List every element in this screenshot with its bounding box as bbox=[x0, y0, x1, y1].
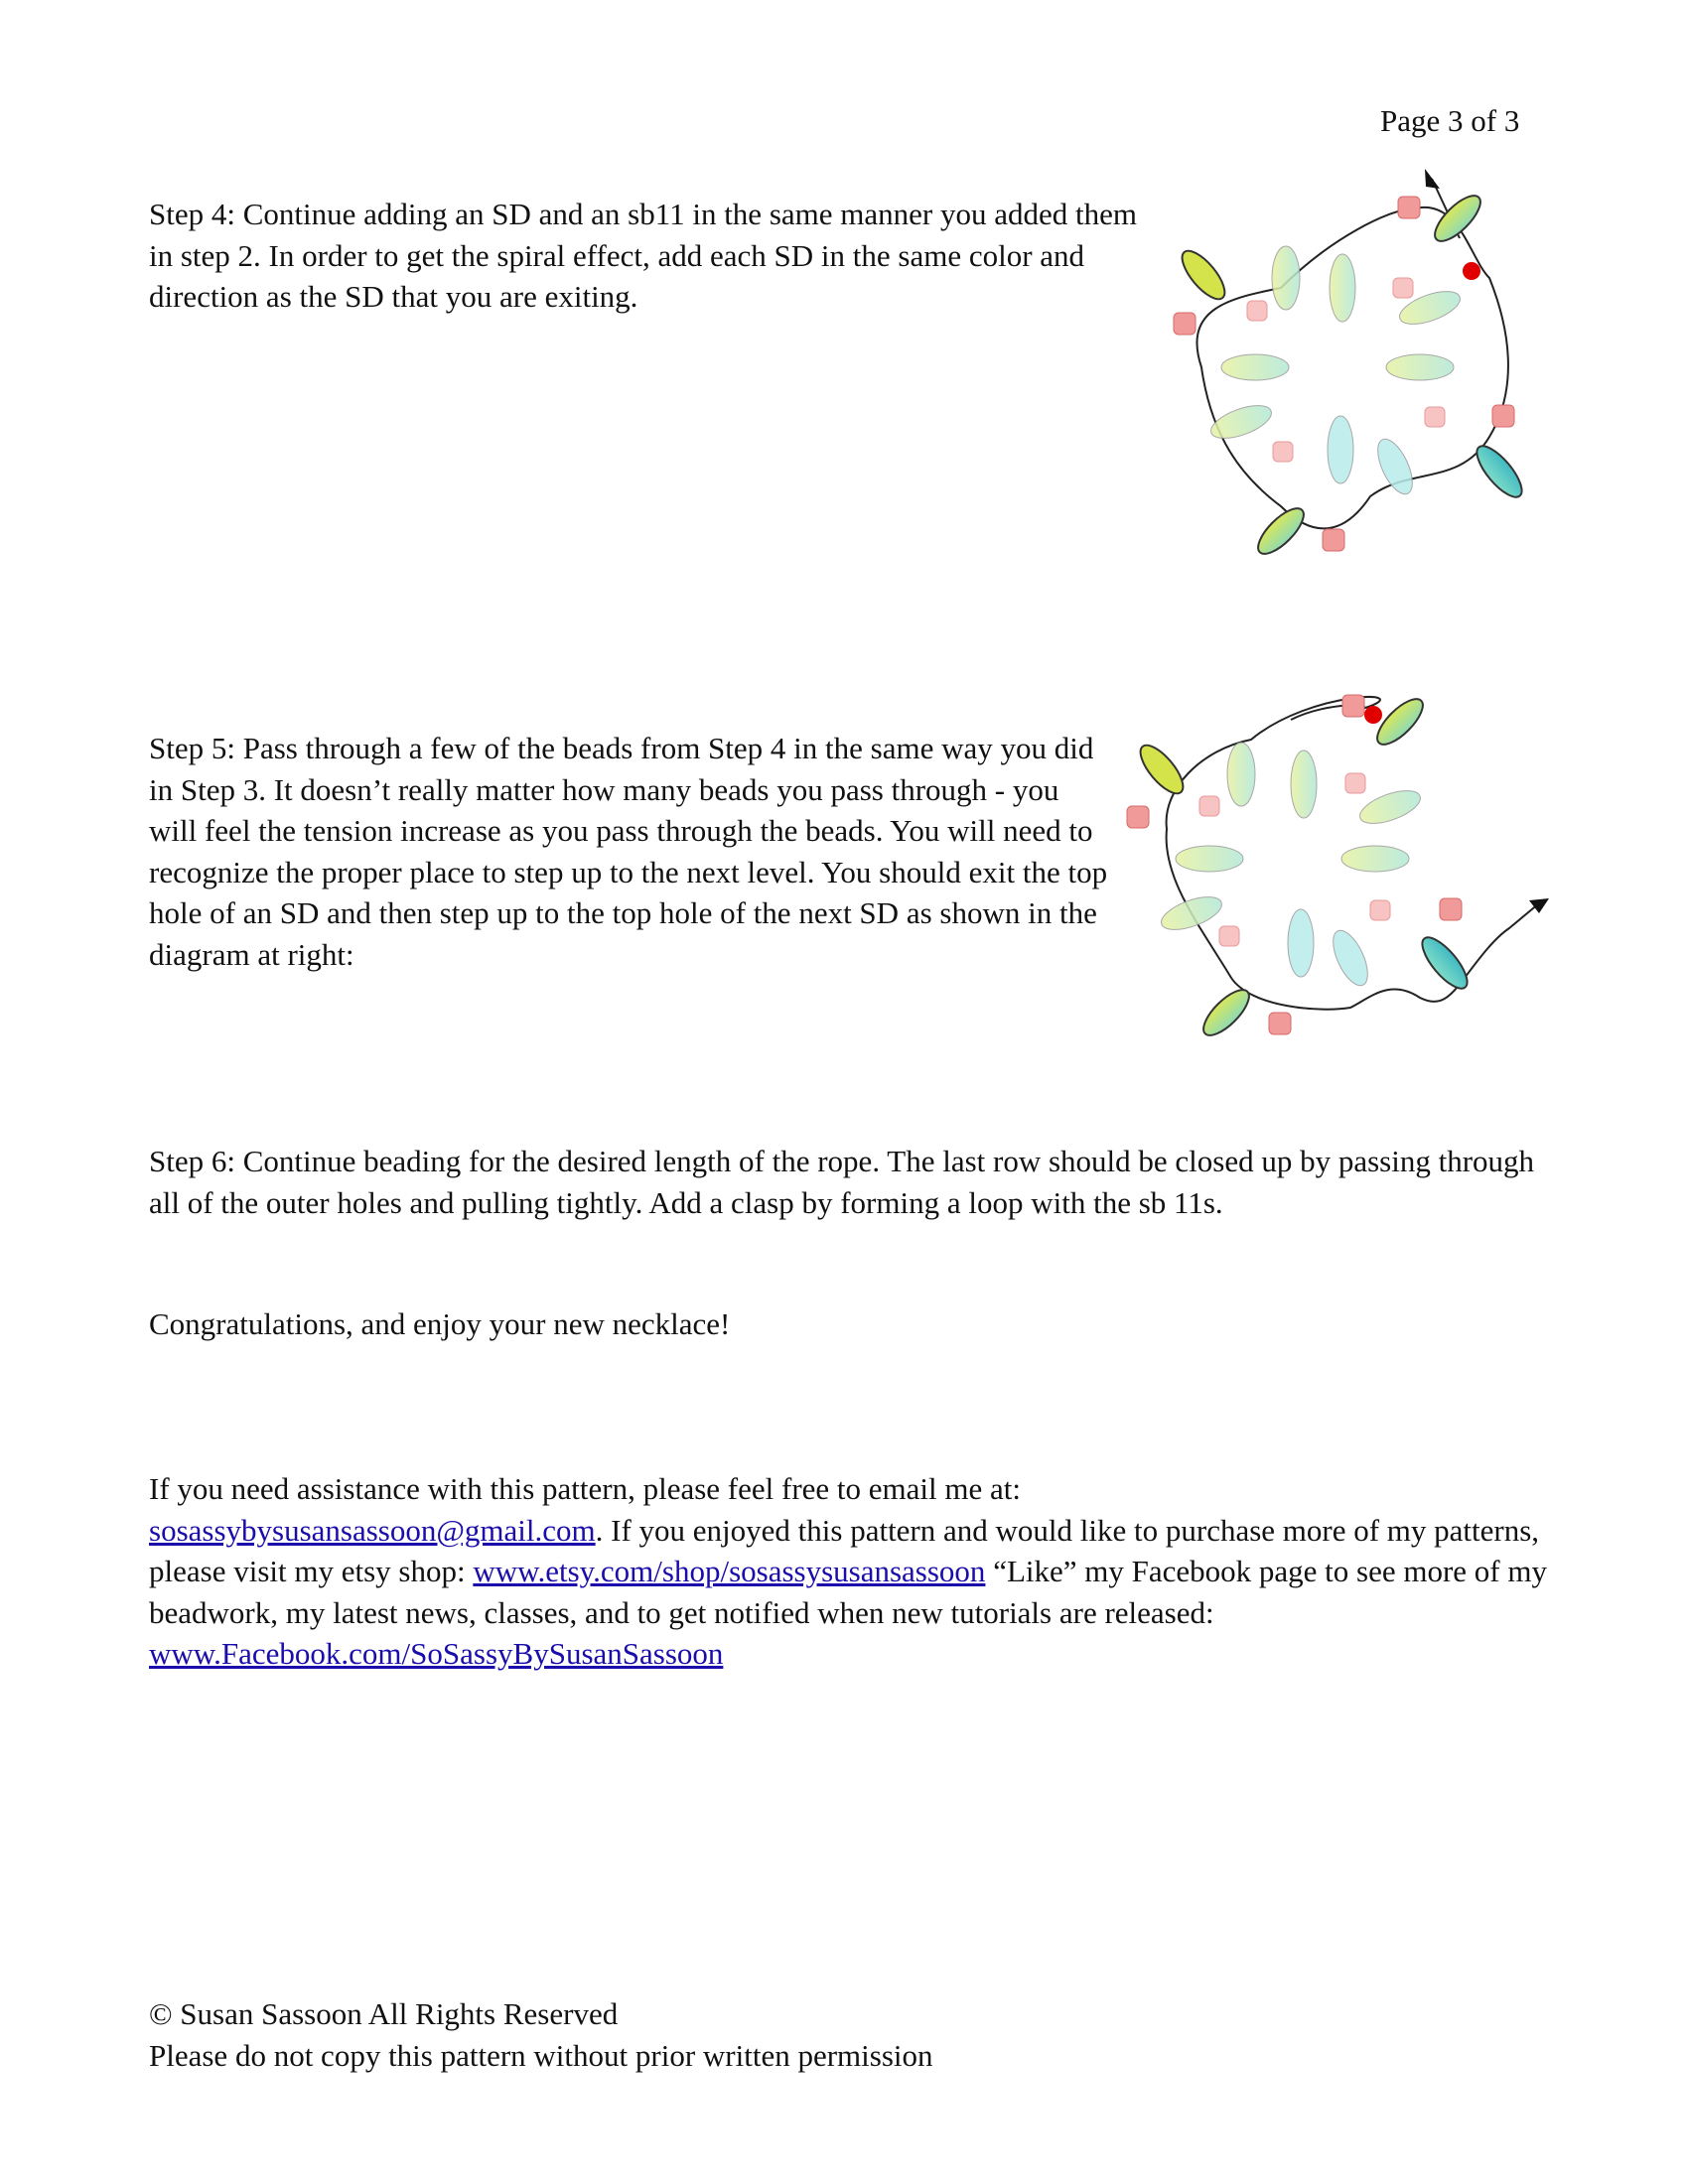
contact-text-after-email: . If you enjoyed this pattern and would like to purchase more of my patterns, please visit my etsy shop: bbox=[149, 1512, 1540, 1588]
facebook-link[interactable]: www.Facebook.com/SoSassyBySusanSassoon bbox=[149, 1636, 724, 1671]
exit-point bbox=[1364, 706, 1382, 724]
page-number: Page 3 of 3 bbox=[1380, 103, 1520, 138]
contact-text-after-etsy: “Like” my Facebook page to see more of my beadwork, my latest news, classes, and to get notified when new tutorials are released: bbox=[149, 1554, 1547, 1630]
inner-beads bbox=[1206, 246, 1464, 499]
step-4-text: Step 4: Continue adding an SD and an sb11 in the same manner you added them in step 2. In order to get the spiral effect, add each SD in the same color and direction as the SD that you are exiting. bbox=[149, 197, 1137, 314]
thread-arrowhead bbox=[1529, 898, 1549, 913]
footer bbox=[149, 1993, 1340, 2076]
contact-paragraph bbox=[149, 1468, 1559, 1675]
step-5-text: Step 5: Pass through a few of the beads from Step 4 in the same way you did in Step 3. It doesn’t really matter how many beads you pass through - you will feel the tension increase as you pass through the beads. You will need to recognize the proper place to step up to the next level. You should exit the top hole of an SD and then step up to the top hole of the next SD as shown in the diagram at right: bbox=[149, 731, 1108, 972]
step-4-diagram bbox=[1162, 169, 1539, 566]
etsy-link[interactable]: www.etsy.com/shop/sosassysusansassoon bbox=[473, 1554, 986, 1588]
inner-beads bbox=[1157, 743, 1424, 991]
email-link[interactable]: sosassybysusansassoon@gmail.com bbox=[149, 1512, 596, 1548]
copyright-line: © Susan Sassoon All Rights Reserved bbox=[149, 1996, 619, 2031]
outer-pink-beads bbox=[1174, 197, 1514, 551]
copy-notice: Please do not copy this pattern without prior written permission bbox=[149, 2037, 933, 2073]
step-5-diagram bbox=[1122, 680, 1559, 1052]
step-6-text: Step 6: Continue beading for the desired length of the rope. The last row should be closed up by passing through all of the outer holes and pulling tightly. Add a clasp by forming a loop with the sb 11s. bbox=[149, 1144, 1535, 1220]
congratulations-text: Congratulations, and enjoy your new necklace! bbox=[149, 1306, 731, 1341]
contact-intro: If you need assistance with this pattern, please feel free to email me at: bbox=[149, 1471, 1021, 1506]
thread-arrowhead bbox=[1425, 169, 1440, 189]
outer-pink-beads bbox=[1127, 695, 1462, 1034]
exit-point bbox=[1463, 262, 1480, 280]
